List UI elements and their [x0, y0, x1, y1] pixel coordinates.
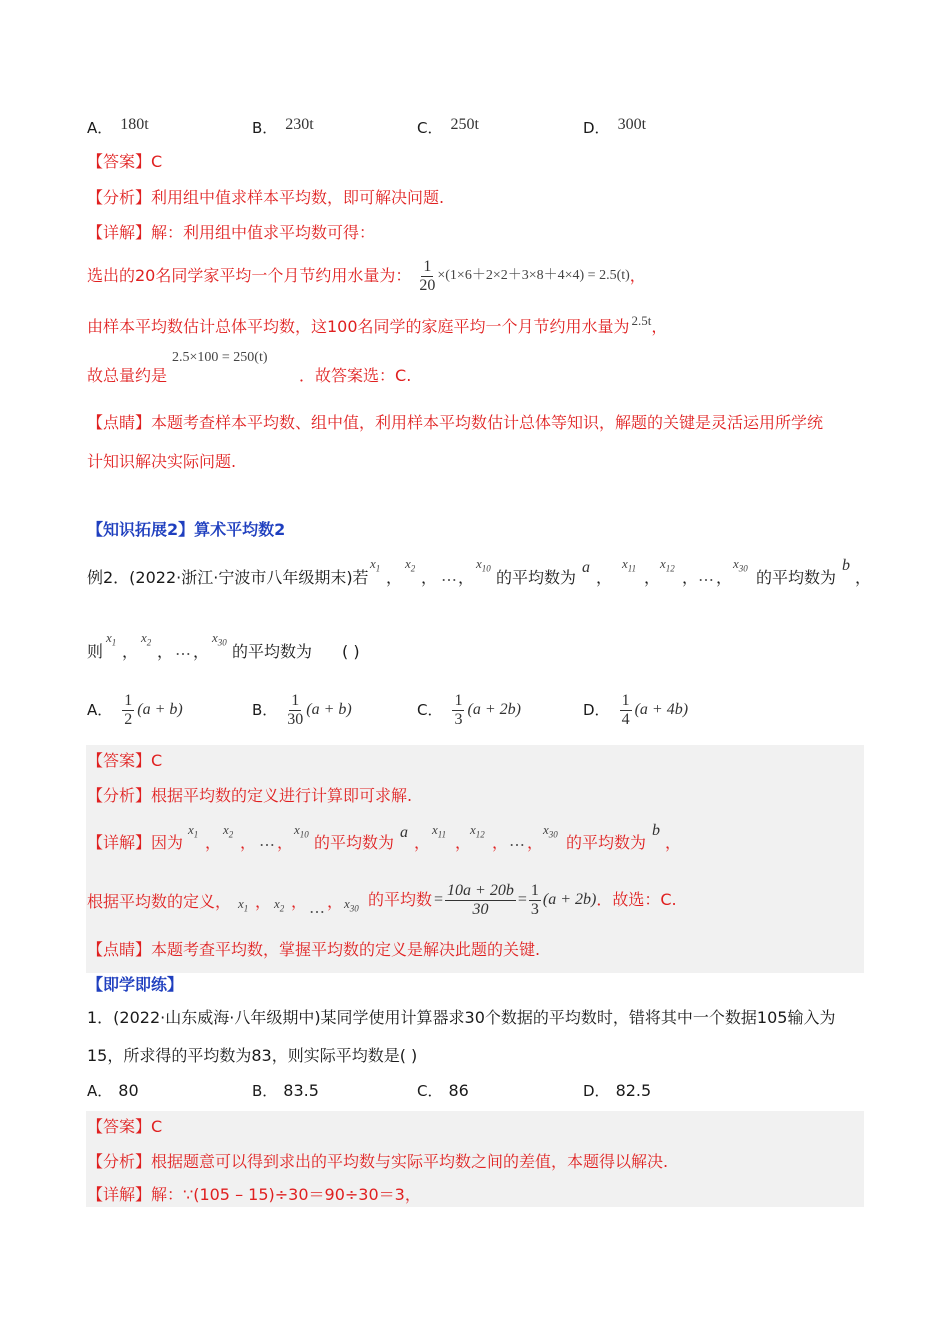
- ex2-option-a: [87, 688, 183, 732]
- def-fraction2: $\frac{1}{3}$: [530, 881, 539, 918]
- option-label: B．: [252, 119, 278, 137]
- practice-option-c: [417, 1081, 469, 1101]
- option-value: 230t: [285, 116, 314, 133]
- detail-mid1: 的平均数为: [314, 833, 395, 852]
- detail-text: 解：∵(105 – 15)÷30＝90÷30＝3，: [151, 1185, 421, 1204]
- option-label: D．: [583, 119, 610, 137]
- sep: ，: [421, 568, 438, 587]
- var-x2: $x_2$: [141, 630, 152, 648]
- option-label: A．: [87, 701, 113, 719]
- answer-tag: 【答案】: [87, 1117, 152, 1136]
- q0-line3-math: 2.5×100 = 250(t): [172, 350, 268, 365]
- var-x2: $x_2$: [405, 556, 416, 574]
- line1-fraction: [419, 258, 435, 295]
- ex2-prefix: 例2．(2022·浙江·宁波市八年级期末)若: [87, 568, 369, 587]
- option-label: C．: [417, 119, 443, 137]
- fraction-denominator: 20: [419, 276, 436, 294]
- ex2-option-d: [583, 688, 688, 732]
- sep: ，: [386, 568, 403, 587]
- detail-tag: 【详解】: [87, 1185, 152, 1204]
- q0-answer: [87, 152, 162, 172]
- practice-analysis: [87, 1152, 668, 1172]
- q0-analysis: [87, 188, 444, 208]
- option-label: C．: [417, 1082, 443, 1100]
- comment-text: 本题考查平均数，掌握平均数的定义是解决此题的关键.: [151, 940, 541, 959]
- ellipsis: …: [259, 831, 275, 850]
- analysis-text: 利用组中值求样本平均数，即可解决问题.: [151, 188, 445, 207]
- var-x10: $x_{10}$: [476, 556, 491, 574]
- fraction-numerator: 1: [423, 257, 432, 275]
- ex2-solution-box: [86, 745, 864, 973]
- option-label: B．: [252, 701, 278, 719]
- equals: =: [434, 891, 444, 908]
- ex2-option-c: [417, 688, 521, 732]
- option-fraction: $\frac{1}{2}$: [124, 691, 133, 728]
- ex2-mid1: 的平均数为: [496, 568, 577, 587]
- line2-math: 2.5t: [631, 313, 652, 328]
- option-b: [252, 118, 314, 139]
- option-label: A．: [87, 1082, 113, 1100]
- line3-end: ．故答案选：C.: [299, 366, 412, 385]
- q0-comment-l2: 计知识解决实际问题.: [87, 452, 237, 471]
- answer-tag: 【答案】: [87, 751, 152, 770]
- sep: ，: [492, 833, 509, 852]
- sep: ，: [205, 833, 222, 852]
- practice-question-l1: 1．(2022·山东威海·八年级期中)某同学使用计算器求30个数据的平均数时，错将其中一个数据105输入为: [87, 1008, 836, 1027]
- detail-text: 解：利用组中值求平均数可得：: [151, 223, 376, 242]
- q0-comment-l1: [87, 413, 823, 433]
- answer-tag: 【答案】: [87, 152, 152, 171]
- sep: ，: [291, 892, 308, 911]
- option-value: 86: [448, 1081, 469, 1100]
- line3-text: 故总量约是: [87, 366, 168, 385]
- q0-detail: [87, 223, 375, 243]
- ex2-tail: 的平均数为: [232, 642, 313, 661]
- analysis-tag: 【分析】: [87, 1152, 152, 1171]
- def-fraction: $\frac{10a + 20b}{30}$: [447, 881, 514, 918]
- option-label: C．: [417, 701, 443, 719]
- analysis-text: 根据题意可以得到求出的平均数与实际平均数之间的差值，本题得以解决.: [151, 1152, 669, 1171]
- ellipsis: …: [698, 566, 714, 585]
- practice-title: 【即学即练】: [87, 975, 184, 994]
- option-fraction: $\frac{1}{30}$: [287, 691, 304, 728]
- ex2-def-formula: [368, 878, 677, 922]
- sep: ，: [277, 833, 294, 852]
- option-d: [583, 118, 646, 139]
- ex2-mid2: 的平均数为: [756, 568, 837, 587]
- option-value: 180t: [120, 116, 149, 133]
- sep: ，: [855, 568, 872, 587]
- var-x1: $x_1$: [370, 556, 381, 574]
- practice-option-d: [583, 1081, 651, 1101]
- answer-value: C: [151, 152, 163, 171]
- ex2-question-l1: [87, 568, 369, 588]
- ex2-paren: ( ): [342, 642, 360, 661]
- sep: ，: [682, 568, 699, 587]
- line1-text: 选出的20名同学家平均一个月节约用水量为：: [87, 266, 412, 285]
- var-x1: $x_1$: [188, 822, 199, 840]
- sep: ，: [644, 568, 661, 587]
- analysis-tag: 【分析】: [87, 188, 152, 207]
- detail-mid2: 的平均数为: [566, 833, 647, 852]
- line2-text: 由样本平均数估计总体平均数，这100名同学的家庭平均一个月节约用水量为: [87, 317, 630, 336]
- var-a: a: [582, 559, 590, 576]
- line1-expression: ×(1×6＋2×2＋3×8＋4×4) = 2.5(t): [437, 268, 630, 283]
- option-label: A．: [87, 119, 113, 137]
- analysis-text: 根据平均数的定义进行计算即可求解.: [151, 786, 413, 805]
- option-fraction: $\frac{1}{4}$: [621, 691, 630, 728]
- sep: ，: [157, 642, 174, 661]
- answer-value: C: [151, 1117, 163, 1136]
- detail-because: 因为: [151, 833, 184, 852]
- def-avg: 的平均数: [368, 890, 433, 909]
- var-x2: $x_2$: [223, 822, 234, 840]
- var-x12: $x_{12}$: [470, 822, 485, 840]
- var-x12: $x_{12}$: [660, 556, 675, 574]
- comment-tag: 【点睛】: [87, 940, 152, 959]
- analysis-tag: 【分析】: [87, 786, 152, 805]
- sep: ，: [716, 568, 733, 587]
- option-label: D．: [583, 701, 610, 719]
- ex2-option-b: [252, 688, 352, 732]
- detail-tag: 【详解】: [87, 833, 152, 852]
- practice-option-b: [252, 1081, 319, 1101]
- ex2-answer: [87, 751, 162, 771]
- sep: ，: [240, 833, 257, 852]
- practice-detail: [87, 1185, 421, 1205]
- option-value: 250t: [450, 116, 479, 133]
- q0-line2: [87, 313, 668, 338]
- ellipsis: …: [509, 831, 525, 850]
- sep: ，: [527, 833, 544, 852]
- q0-line3: [87, 366, 411, 386]
- answer-value: C: [151, 751, 163, 770]
- option-expr: (a + 4b): [634, 701, 689, 718]
- practice-answer: [87, 1117, 162, 1137]
- option-value: 300t: [617, 116, 647, 133]
- option-label: D．: [583, 1082, 610, 1100]
- ex2-detail: [87, 833, 183, 853]
- sep: ，: [458, 568, 475, 587]
- option-expr: (a + b): [137, 701, 183, 718]
- q0-line1: [87, 256, 646, 296]
- ellipsis: …: [309, 898, 325, 917]
- sep: ，: [255, 892, 272, 911]
- var-x30: $x_{30}$: [543, 822, 558, 840]
- var-x30: $x_{30}$: [344, 896, 359, 914]
- option-fraction: $\frac{1}{3}$: [454, 691, 463, 728]
- var-a: a: [400, 824, 408, 841]
- var-x11: $x_{11}$: [432, 822, 447, 840]
- sep: ，: [665, 833, 682, 852]
- comment-text: 本题考查样本平均数、组中值，利用样本平均数估计总体等知识，解题的关键是灵活运用所学统: [151, 413, 824, 432]
- section-title: 【知识拓展2】算术平均数2: [87, 520, 286, 539]
- detail-tag: 【详解】: [87, 223, 152, 242]
- ellipsis: …: [175, 640, 191, 659]
- ex2-analysis: [87, 786, 412, 806]
- ex2-def-text: 根据平均数的定义，: [87, 892, 232, 911]
- line1-end: ，: [629, 266, 646, 285]
- option-c: [417, 118, 479, 139]
- equals: =: [517, 891, 527, 908]
- option-a: [87, 118, 149, 139]
- practice-option-a: [87, 1081, 139, 1101]
- def-expr: (a + 2b): [542, 891, 597, 908]
- ex2-then: 则: [87, 642, 104, 661]
- var-b: b: [652, 822, 660, 839]
- var-x30: $x_{30}$: [733, 556, 748, 574]
- sep: ，: [193, 642, 210, 661]
- option-value: 83.5: [283, 1081, 319, 1100]
- sep: ，: [122, 642, 139, 661]
- sep: ，: [414, 833, 431, 852]
- option-value: 82.5: [615, 1081, 652, 1100]
- practice-question-l2: 15，所求得的平均数为83，则实际平均数是( ): [87, 1046, 418, 1065]
- sep: ，: [455, 833, 472, 852]
- option-value: 80: [118, 1081, 139, 1100]
- option-label: B．: [252, 1082, 278, 1100]
- ellipsis: …: [441, 566, 457, 585]
- var-x11: $x_{11}$: [622, 556, 637, 574]
- var-x10: $x_{10}$: [294, 822, 309, 840]
- var-b: b: [842, 557, 850, 574]
- line2-end: ，: [651, 317, 668, 336]
- option-expr: (a + 2b): [467, 701, 521, 718]
- option-expr: (a + b): [306, 701, 352, 718]
- var-x2: $x_2$: [274, 896, 285, 914]
- ex2-comment: [87, 940, 540, 960]
- comment-tag: 【点睛】: [87, 413, 152, 432]
- var-x1: $x_1$: [238, 896, 249, 914]
- sep: ，: [596, 568, 613, 587]
- var-x30: $x_{30}$: [212, 630, 227, 648]
- var-x1: $x_1$: [106, 630, 117, 648]
- def-end: ．故选：C.: [596, 890, 677, 909]
- sep: ，: [327, 892, 344, 911]
